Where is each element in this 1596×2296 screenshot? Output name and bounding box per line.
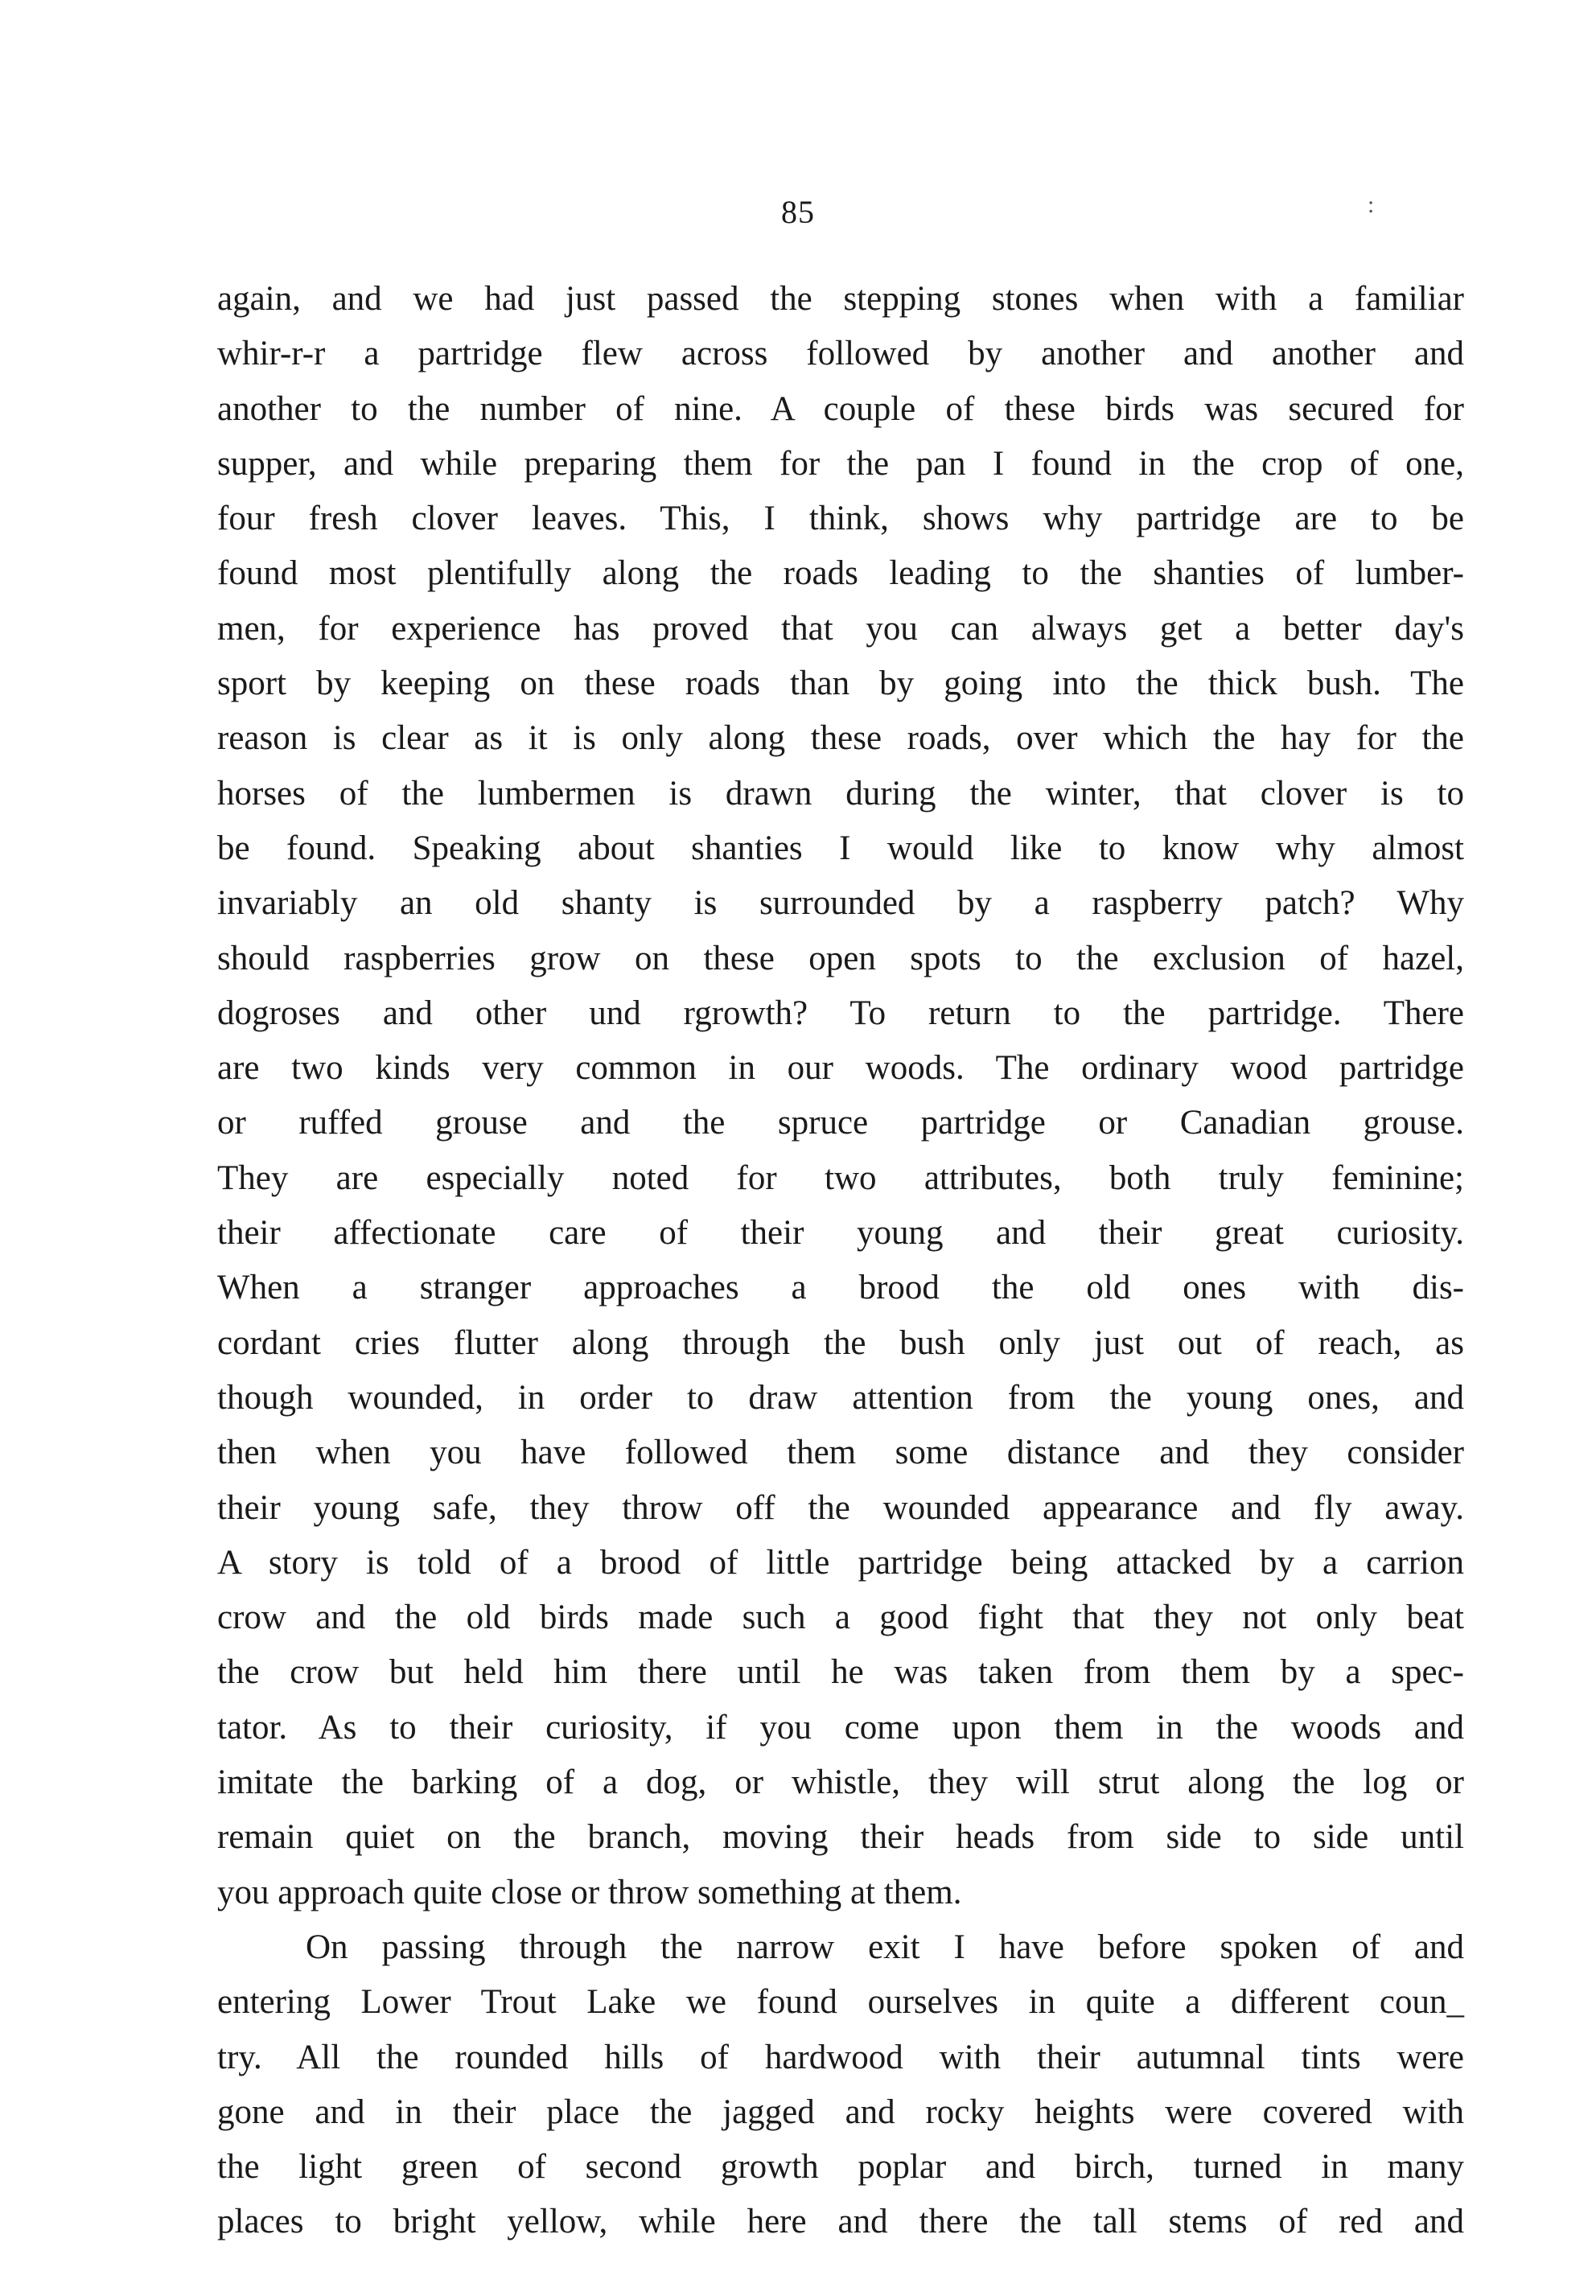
text-line-22: then when you have followed them some distance and they consider	[217, 1434, 1464, 1472]
text-line-31: On passing through the narrow exit I have before spoken of and	[306, 1928, 1464, 1966]
text-line-14: dogroses and other und rgrowth? To return to the partridge. There	[217, 994, 1464, 1032]
text-line-16: or ruffed grouse and the spruce partridge or Canadian grouse.	[217, 1104, 1464, 1142]
text-line-36: places to bright yellow, while here and there the tall stems of red and	[217, 2203, 1464, 2241]
text-line-17: They are especially noted for two attributes, both truly feminine;	[217, 1158, 1464, 1197]
text-line-7: men, for experience has proved that you can always get a better day's	[217, 609, 1464, 648]
text-line-5: four fresh clover leaves. This, I think, shows why partridge are to be	[217, 500, 1464, 538]
text-line-12: invariably an old shanty is surrounded by a raspberry patch? Why	[217, 884, 1464, 923]
text-line-11: be found. Speaking about shanties I would like to know why almost	[217, 829, 1464, 867]
text-line-19: When a stranger approaches a brood the old ones with dis-	[217, 1269, 1464, 1307]
text-line-9: reason is clear as it is only along these roads, over which the hay for the	[217, 719, 1464, 758]
text-line-28: imitate the barking of a dog, or whistle, they will strut along the log or	[217, 1763, 1464, 1802]
text-line-32: entering Lower Trout Lake we found ourselves in quite a different coun_	[217, 1983, 1464, 2022]
text-line-13: should raspberries grow on these open spots to the exclusion of hazel,	[217, 939, 1464, 977]
text-line-21: though wounded, in order to draw attention from the young ones, and	[217, 1378, 1464, 1417]
text-line-27: tator. As to their curiosity, if you come upon them in the woods and	[217, 1708, 1464, 1747]
text-line-29: remain quiet on the branch, moving their heads from side to side until	[217, 1818, 1464, 1857]
text-line-1: again, and we had just passed the stepping stones when with a familiar	[217, 280, 1464, 318]
body-text	[217, 272, 1464, 2250]
text-line-10: horses of the lumbermen is drawn during the winter, that clover is to	[217, 774, 1464, 813]
text-line-4: supper, and while preparing them for the pan I found in the crop of one,	[217, 444, 1464, 483]
text-line-15: are two kinds very common in our woods. The ordinary wood partridge	[217, 1049, 1464, 1088]
text-line-35: the light green of second growth poplar and birch, turned in many	[217, 2148, 1464, 2187]
text-line-18: their affectionate care of their young and their great curiosity.	[217, 1214, 1464, 1253]
margin-mark: :	[1368, 191, 1375, 218]
text-line-34: gone and in their place the jagged and rocky heights were covered with	[217, 2092, 1464, 2131]
text-line-3: another to the number of nine. A couple of these birds was secured for	[217, 389, 1464, 428]
text-line-6: found most plentifully along the roads leading to the shanties of lumber-	[217, 554, 1464, 593]
text-line-2: whir-r-r a partridge flew across followed by another and another and	[217, 335, 1464, 373]
text-line-20: cordant cries flutter along through the bush only just out of reach, as	[217, 1323, 1464, 1362]
text-line-8: sport by keeping on these roads than by going into the thick bush. The	[217, 665, 1464, 703]
text-line-33: try. All the rounded hills of hardwood with their autumnal tints were	[217, 2038, 1464, 2076]
text-line-30: you approach quite close or throw something at them.	[217, 1873, 962, 1911]
text-line-23: their young safe, they throw off the wounded appearance and fly away.	[217, 1488, 1464, 1527]
text-line-25: crow and the old birds made such a good fight that they not only beat	[217, 1599, 1464, 1637]
text-line-26: the crow but held him there until he was taken from them by a spec-	[217, 1653, 1464, 1692]
page-number: 85	[781, 194, 815, 230]
text-line-24: A story is told of a brood of little partridge being attacked by a carrion	[217, 1543, 1464, 1582]
